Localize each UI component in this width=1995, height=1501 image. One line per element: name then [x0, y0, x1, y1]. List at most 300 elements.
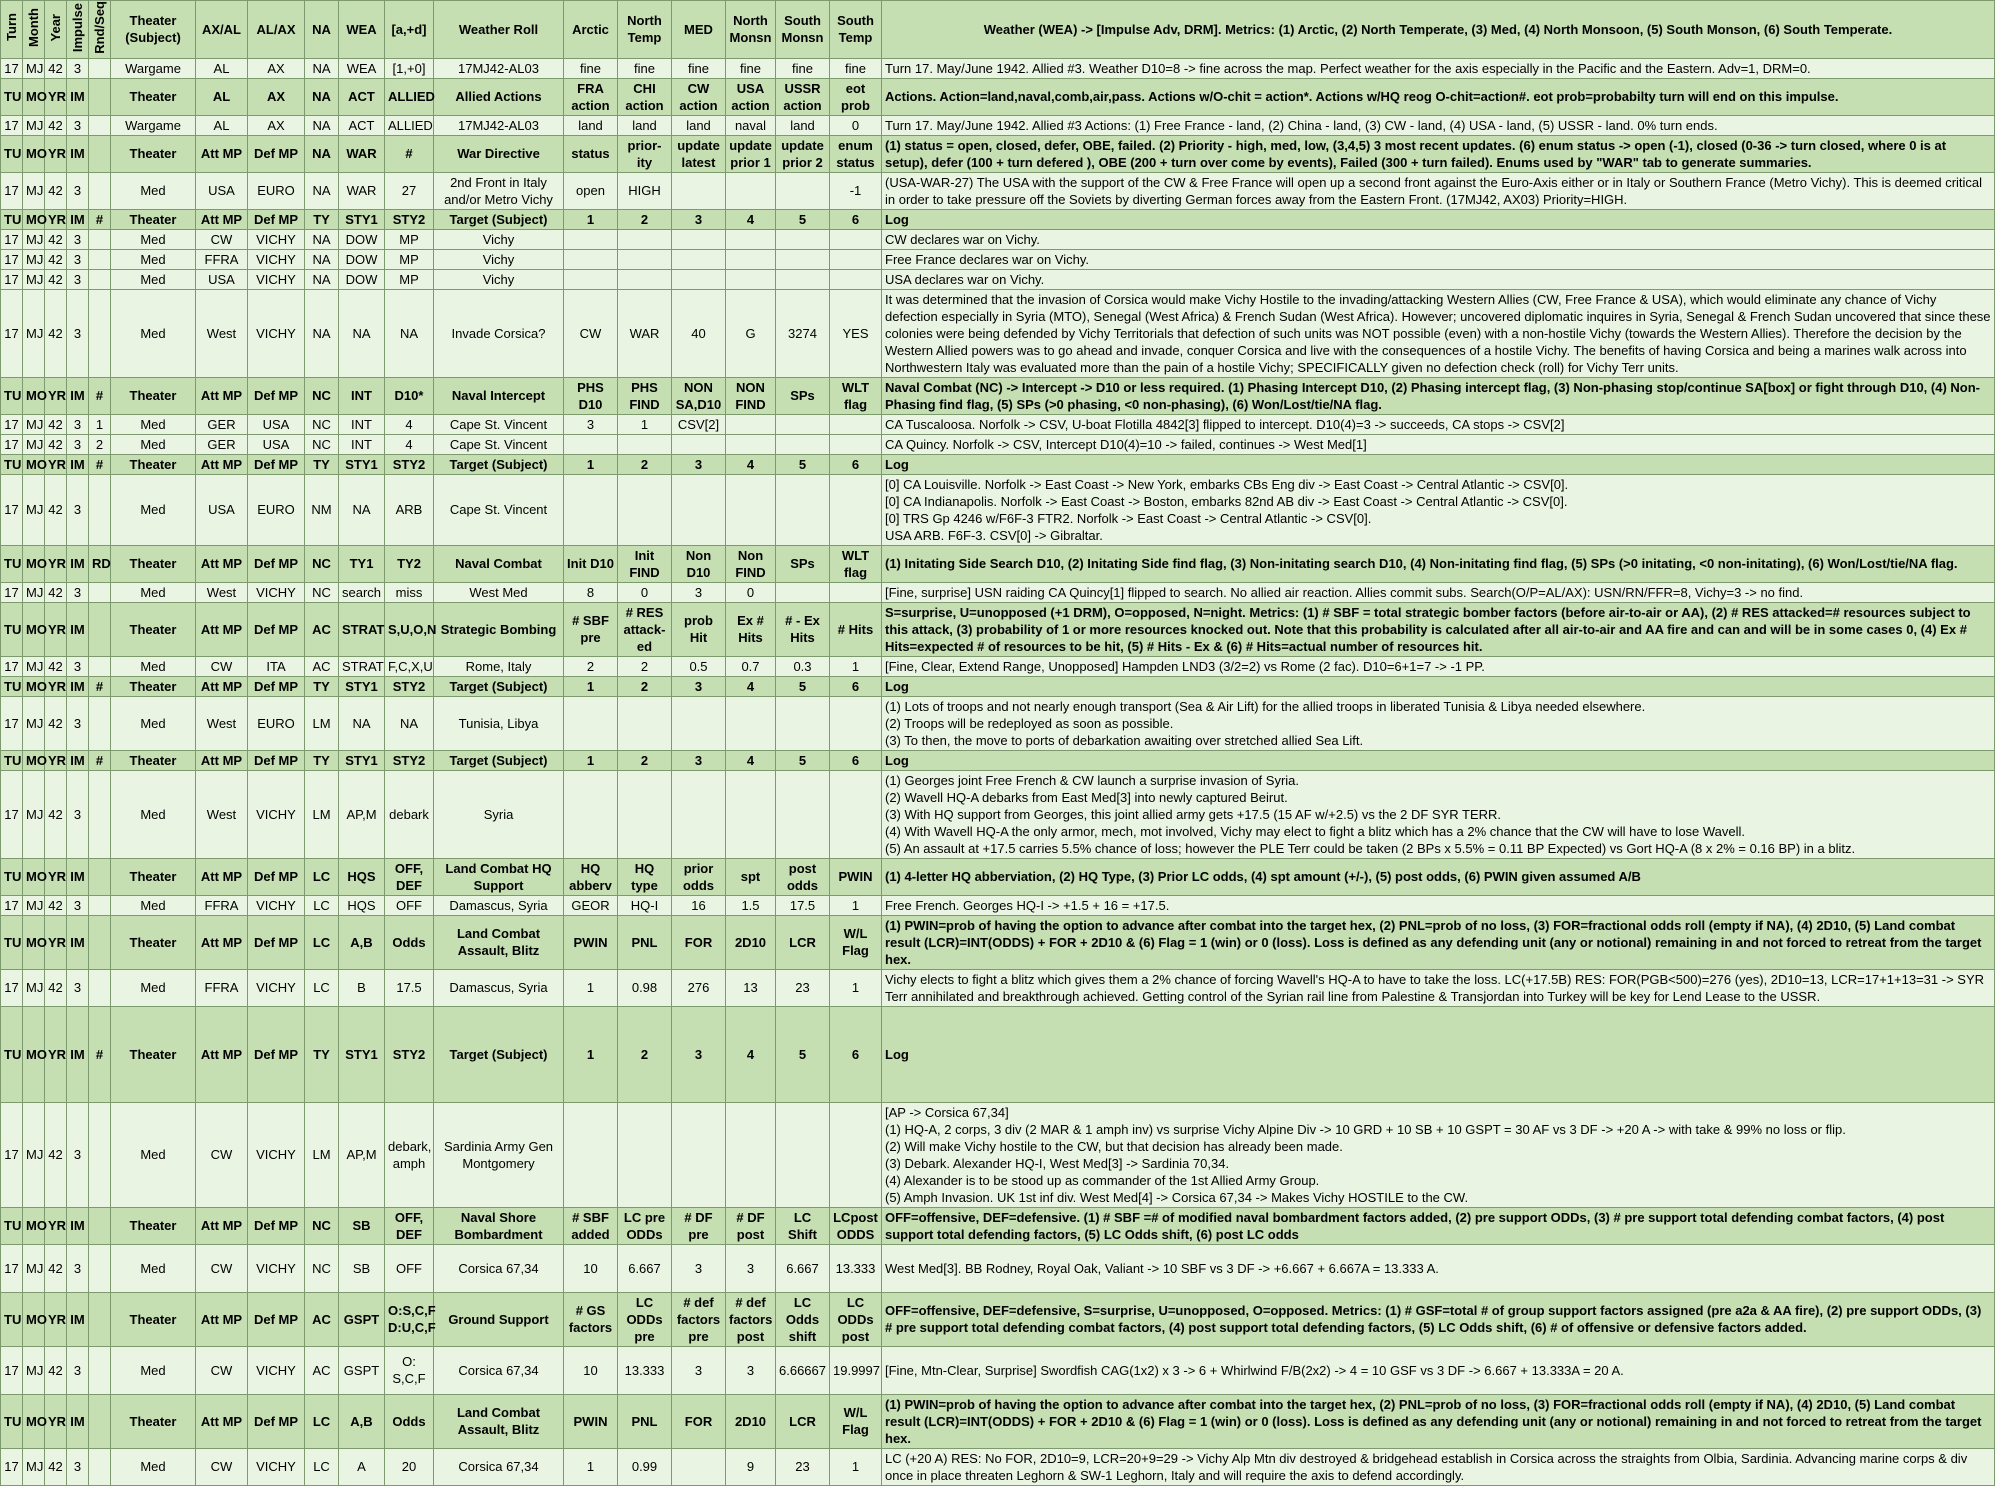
cell[interactable]: Att MP — [196, 135, 248, 172]
cell[interactable]: ACT — [339, 78, 385, 115]
cell[interactable]: # def factors post — [726, 1292, 776, 1346]
cell[interactable]: 3 — [67, 249, 89, 269]
cell[interactable]: 23 — [776, 1448, 830, 1485]
cell[interactable]: West — [196, 582, 248, 602]
cell[interactable]: 16 — [672, 895, 726, 915]
cell[interactable]: Target (Subject) — [434, 750, 564, 770]
cell[interactable] — [830, 269, 882, 289]
cell[interactable]: IM — [67, 454, 89, 474]
cell[interactable]: 5 — [776, 676, 830, 696]
cell[interactable]: Med — [111, 582, 196, 602]
cell[interactable]: CW — [196, 1102, 248, 1207]
cell[interactable]: 3 — [67, 474, 89, 545]
cell[interactable]: 0.99 — [618, 1448, 672, 1485]
cell[interactable]: TY1 — [339, 545, 385, 582]
cell[interactable]: naval — [726, 115, 776, 135]
cell[interactable]: 2 — [564, 656, 618, 676]
cell[interactable] — [89, 289, 111, 377]
cell[interactable]: MP — [385, 269, 434, 289]
cell[interactable] — [89, 1207, 111, 1244]
cell[interactable] — [726, 434, 776, 454]
cell[interactable]: 4 — [726, 750, 776, 770]
cell[interactable]: Damascus, Syria — [434, 969, 564, 1006]
cell[interactable]: Def MP — [248, 377, 305, 414]
col-arctic-header[interactable]: Arctic — [564, 1, 618, 59]
cell[interactable]: NA — [305, 269, 339, 289]
cell[interactable]: Syria — [434, 770, 564, 858]
log-cell[interactable]: LC (+20 A) RES: No FOR, 2D10=9, LCR=20+9=29 -> Vichy Alp Mtn div destroyed & bridgehead establish in Corsica across the straights from Olbia, Sardinia. Advancing marine corps & div once in place threaten Leghorn & SW-1 Leghorn, Italy and will require the axis to defend accordingly. — [882, 1448, 1995, 1485]
cell[interactable]: EURO — [248, 172, 305, 209]
cell[interactable]: Att MP — [196, 1207, 248, 1244]
cell[interactable]: INT — [339, 377, 385, 414]
cell[interactable]: B — [339, 969, 385, 1006]
cell[interactable]: FFRA — [196, 895, 248, 915]
cell[interactable]: YR — [45, 1207, 67, 1244]
cell[interactable]: W/L Flag — [830, 1394, 882, 1448]
cell[interactable]: 19.9997 — [830, 1346, 882, 1394]
cell[interactable]: NC — [305, 1207, 339, 1244]
cell[interactable]: Def MP — [248, 1394, 305, 1448]
cell[interactable]: HQ abberv — [564, 858, 618, 895]
cell[interactable] — [830, 249, 882, 269]
cell[interactable]: West — [196, 696, 248, 750]
cell[interactable]: MJ — [23, 474, 45, 545]
cell[interactable] — [89, 969, 111, 1006]
cell[interactable]: YES — [830, 289, 882, 377]
cell[interactable]: 3 — [67, 582, 89, 602]
cell[interactable]: IM — [67, 135, 89, 172]
cell[interactable]: Allied Actions — [434, 78, 564, 115]
cell[interactable]: # — [89, 750, 111, 770]
cell[interactable]: 1 — [564, 676, 618, 696]
cell[interactable]: 17 — [1, 58, 23, 78]
cell[interactable]: 2nd Front in Italy and/or Metro Vichy — [434, 172, 564, 209]
cell[interactable]: MO — [23, 545, 45, 582]
cell[interactable]: 42 — [45, 414, 67, 434]
cell[interactable]: TU — [1, 1207, 23, 1244]
cell[interactable]: # RES attack-ed — [618, 602, 672, 656]
cell[interactable]: O: S,C,F — [385, 1346, 434, 1394]
cell[interactable]: Theater — [111, 602, 196, 656]
cell[interactable]: MO — [23, 602, 45, 656]
cell[interactable]: D10* — [385, 377, 434, 414]
cell[interactable]: 1 — [564, 209, 618, 229]
cell[interactable] — [776, 269, 830, 289]
cell[interactable]: update prior 2 — [776, 135, 830, 172]
cell[interactable]: Def MP — [248, 858, 305, 895]
cell[interactable]: WLT flag — [830, 377, 882, 414]
cell[interactable] — [830, 770, 882, 858]
col-log-header[interactable]: Weather (WEA) -> [Impulse Adv, DRM]. Metrics: (1) Arctic, (2) North Temperate, (3) Med, (4) North Monsoon, (5) South Monson, (6) South Temperate. — [882, 1, 1995, 59]
cell[interactable]: LC ODDs pre — [618, 1292, 672, 1346]
cell[interactable]: 2 — [618, 454, 672, 474]
cell[interactable]: 3 — [67, 969, 89, 1006]
cell[interactable]: Theater — [111, 1207, 196, 1244]
cell[interactable]: 3 — [672, 676, 726, 696]
log-cell[interactable]: Turn 17. May/June 1942. Allied #3. Weather D10=8 -> fine across the map. Perfect weather for the axis especially in the Pacific and the Eastern. Adv=1, DRM=0. — [882, 58, 1995, 78]
cell[interactable]: Theater — [111, 209, 196, 229]
cell[interactable]: USA — [196, 172, 248, 209]
cell[interactable] — [830, 434, 882, 454]
cell[interactable]: Theater — [111, 545, 196, 582]
cell[interactable]: 13.333 — [830, 1244, 882, 1292]
log-cell[interactable]: (USA-WAR-27) The USA with the support of the CW & Free France will open up a second front against the Euro-Axis either or in Italy or Southern France (Metro Vichy). This is deemed critical in order to take pressure off the Soviets by diverting German forces away from the Eastern Front. (17MJ42, AX03) Priority=HIGH. — [882, 172, 1995, 209]
cell[interactable] — [89, 602, 111, 656]
cell[interactable]: 1 — [830, 969, 882, 1006]
cell[interactable]: 3 — [726, 1346, 776, 1394]
cell[interactable]: A,B — [339, 1394, 385, 1448]
cell[interactable]: STY2 — [385, 750, 434, 770]
log-cell[interactable]: (1) PWIN=prob of having the option to advance after combat into the target hex, (2) PNL=prob of no loss, (3) FOR=fractional odds roll (empty if NA), (4) 2D10, (5) Land combat result (LCR)=INT(ODDS) + FOR + 2D10 & (6) Flag = 1 (win) or 0 (loss). Loss is defined as any defending unit (any or notional) remaining in and not forced to retreat from the target hex. — [882, 1394, 1995, 1448]
cell[interactable] — [89, 229, 111, 249]
cell[interactable] — [89, 474, 111, 545]
cell[interactable]: OFF — [385, 1244, 434, 1292]
cell[interactable]: AP,M — [339, 1102, 385, 1207]
cell[interactable]: CW — [196, 1448, 248, 1485]
cell[interactable]: SPs — [776, 545, 830, 582]
cell[interactable] — [564, 770, 618, 858]
cell[interactable]: Med — [111, 1346, 196, 1394]
cell[interactable]: 17 — [1, 269, 23, 289]
cell[interactable]: TU — [1, 454, 23, 474]
cell[interactable]: fine — [830, 58, 882, 78]
cell[interactable]: Theater — [111, 858, 196, 895]
cell[interactable]: NA — [305, 249, 339, 269]
cell[interactable]: NON FIND — [726, 377, 776, 414]
cell[interactable]: TU — [1, 377, 23, 414]
cell[interactable]: FFRA — [196, 249, 248, 269]
cell[interactable]: GSPT — [339, 1346, 385, 1394]
cell[interactable] — [564, 249, 618, 269]
cell[interactable]: USA — [248, 434, 305, 454]
cell[interactable]: CHI action — [618, 78, 672, 115]
cell[interactable]: STY1 — [339, 209, 385, 229]
cell[interactable]: VICHY — [248, 1448, 305, 1485]
cell[interactable]: LCpost ODDS — [830, 1207, 882, 1244]
log-cell[interactable]: S=surprise, U=unopposed (+1 DRM), O=opposed, N=night. Metrics: (1) # SBF = total strategic bomber factors (before air-to-air or AA), (2) # RES attacked=# resources subject to this attack, (3) probability of 1 or more resources knocked out. Note that this probability is calculated after all air-to-air and AA fire and can and will be in some cases 0, (4) Ex # Hits=expected # of resources to be hit, (5) # Hits - Ex & (6) # Hits=actual number of resources hit. — [882, 602, 1995, 656]
cell[interactable]: Def MP — [248, 135, 305, 172]
cell[interactable] — [618, 474, 672, 545]
cell[interactable]: USA — [248, 414, 305, 434]
cell[interactable]: NC — [305, 1244, 339, 1292]
cell[interactable]: WAR — [618, 289, 672, 377]
cell[interactable]: 42 — [45, 289, 67, 377]
cell[interactable]: 42 — [45, 1448, 67, 1485]
cell[interactable]: 3 — [672, 454, 726, 474]
cell[interactable]: IM — [67, 78, 89, 115]
cell[interactable]: 3 — [67, 58, 89, 78]
cell[interactable]: MO — [23, 915, 45, 969]
cell[interactable]: 42 — [45, 1102, 67, 1207]
log-cell[interactable]: OFF=offensive, DEF=defensive, S=surprise, U=unopposed, O=opposed. Metrics: (1) # GSF=total # of group support factors assigned (pre a2a & AA fire), (2) pre support ODDs, (3) # pre support total defending combat factors, (4) post support total defending factors, (5) LC Odds shift, (6) # of offensive or defensive factors added. — [882, 1292, 1995, 1346]
cell[interactable]: VICHY — [248, 770, 305, 858]
cell[interactable]: MO — [23, 1292, 45, 1346]
cell[interactable] — [618, 229, 672, 249]
cell[interactable]: MP — [385, 229, 434, 249]
cell[interactable]: PWIN — [564, 1394, 618, 1448]
cell[interactable]: Tunisia, Libya — [434, 696, 564, 750]
cell[interactable]: TY — [305, 1006, 339, 1102]
col-theater-header[interactable]: Theater (Subject) — [111, 1, 196, 59]
cell[interactable] — [776, 1102, 830, 1207]
cell[interactable] — [89, 269, 111, 289]
cell[interactable]: IM — [67, 750, 89, 770]
cell[interactable]: Vichy — [434, 269, 564, 289]
cell[interactable]: LM — [305, 1102, 339, 1207]
cell[interactable]: Att MP — [196, 858, 248, 895]
cell[interactable]: 3 — [672, 1244, 726, 1292]
cell[interactable]: NC — [305, 434, 339, 454]
cell[interactable]: INT — [339, 414, 385, 434]
cell[interactable]: MO — [23, 676, 45, 696]
cell[interactable] — [89, 1346, 111, 1394]
cell[interactable]: MO — [23, 78, 45, 115]
cell[interactable]: Vichy — [434, 249, 564, 269]
cell[interactable]: 0.7 — [726, 656, 776, 676]
cell[interactable]: Vichy — [434, 229, 564, 249]
cell[interactable]: West Med — [434, 582, 564, 602]
cell[interactable]: VICHY — [248, 969, 305, 1006]
cell[interactable]: Med — [111, 1448, 196, 1485]
cell[interactable]: TU — [1, 135, 23, 172]
cell[interactable]: LC Shift — [776, 1207, 830, 1244]
cell[interactable]: 42 — [45, 1244, 67, 1292]
cell[interactable]: 2 — [618, 750, 672, 770]
cell[interactable]: PNL — [618, 1394, 672, 1448]
cell[interactable]: 4 — [385, 414, 434, 434]
cell[interactable] — [618, 269, 672, 289]
cell[interactable]: WEA — [339, 58, 385, 78]
cell[interactable]: INT — [339, 434, 385, 454]
cell[interactable] — [89, 78, 111, 115]
cell[interactable]: TU — [1, 1394, 23, 1448]
cell[interactable]: MJ — [23, 229, 45, 249]
cell[interactable]: fine — [726, 58, 776, 78]
cell[interactable] — [672, 770, 726, 858]
cell[interactable]: 6 — [830, 676, 882, 696]
cell[interactable]: NA — [305, 58, 339, 78]
cell[interactable] — [89, 895, 111, 915]
cell[interactable]: OFF, DEF — [385, 1207, 434, 1244]
cell[interactable]: debark, amph — [385, 1102, 434, 1207]
cell[interactable]: fine — [618, 58, 672, 78]
cell[interactable]: update latest — [672, 135, 726, 172]
cell[interactable]: IM — [67, 1207, 89, 1244]
cell[interactable]: MJ — [23, 269, 45, 289]
cell[interactable]: 2D10 — [726, 1394, 776, 1448]
cell[interactable] — [776, 414, 830, 434]
cell[interactable]: VICHY — [248, 229, 305, 249]
cell[interactable]: 276 — [672, 969, 726, 1006]
cell[interactable]: 42 — [45, 474, 67, 545]
cell[interactable]: 42 — [45, 696, 67, 750]
cell[interactable]: 3 — [67, 115, 89, 135]
log-cell[interactable]: [AP -> Corsica 67,34] (1) HQ-A, 2 corps, 3 div (2 MAR & 1 amph inv) vs surprise Vichy Alpine Div -> 10 GRD + 10 SB + 10 GSPT = 30 AF vs 3 DF -> +20 A -> with take & 99% no loss or flip. (2) Will make Vichy hostile to the CW, but that decision has already been made. (3) Debark. Alexander HQ-I, West Med[3] -> Sardinia 70,34. (4) Alexander is to be stood up as commander of the 1st Allied Army Group. (5) Amph Invasion. UK 1st inf div. West Med[4] -> Corsica 67,34 -> Makes Vichy HOSTILE to the CW. — [882, 1102, 1995, 1207]
cell[interactable]: LC pre ODDs — [618, 1207, 672, 1244]
cell[interactable]: prob Hit — [672, 602, 726, 656]
cell[interactable]: 1 — [830, 895, 882, 915]
cell[interactable]: Theater — [111, 1394, 196, 1448]
cell[interactable] — [830, 229, 882, 249]
cell[interactable]: MO — [23, 135, 45, 172]
cell[interactable]: NA — [305, 115, 339, 135]
cell[interactable] — [776, 582, 830, 602]
cell[interactable]: AL — [196, 78, 248, 115]
cell[interactable]: 17 — [1, 229, 23, 249]
log-cell[interactable]: Log — [882, 750, 1995, 770]
cell[interactable]: MP — [385, 249, 434, 269]
log-cell[interactable]: [Fine, Clear, Extend Range, Unopposed] Hampden LND3 (3/2=2) vs Rome (2 fac). D10=6+1=7 -> -1 PP. — [882, 656, 1995, 676]
cell[interactable]: STY2 — [385, 209, 434, 229]
cell[interactable]: TU — [1, 545, 23, 582]
cell[interactable]: 17 — [1, 289, 23, 377]
cell[interactable] — [89, 1292, 111, 1346]
cell[interactable]: YR — [45, 1006, 67, 1102]
cell[interactable]: Non D10 — [672, 545, 726, 582]
cell[interactable]: 42 — [45, 172, 67, 209]
cell[interactable]: AL — [196, 58, 248, 78]
cell[interactable]: 42 — [45, 269, 67, 289]
cell[interactable]: Damascus, Syria — [434, 895, 564, 915]
cell[interactable]: Med — [111, 895, 196, 915]
cell[interactable]: Def MP — [248, 915, 305, 969]
col-ad-header[interactable]: [a,+d] — [385, 1, 434, 59]
cell[interactable]: 17 — [1, 656, 23, 676]
cell[interactable]: FRA action — [564, 78, 618, 115]
cell[interactable]: fine — [564, 58, 618, 78]
cell[interactable]: Med — [111, 229, 196, 249]
col-year-header[interactable] — [45, 1, 67, 59]
cell[interactable]: YR — [45, 377, 67, 414]
cell[interactable]: ALLIED — [385, 78, 434, 115]
cell[interactable]: VICHY — [248, 1102, 305, 1207]
cell[interactable]: Att MP — [196, 1292, 248, 1346]
cell[interactable]: post odds — [776, 858, 830, 895]
cell[interactable]: Init D10 — [564, 545, 618, 582]
cell[interactable]: 17 — [1, 1102, 23, 1207]
cell[interactable]: NON SA,D10 — [672, 377, 726, 414]
cell[interactable]: STRAT — [339, 602, 385, 656]
cell[interactable] — [672, 434, 726, 454]
cell[interactable]: IM — [67, 915, 89, 969]
cell[interactable]: eot prob — [830, 78, 882, 115]
cell[interactable]: Att MP — [196, 377, 248, 414]
cell[interactable]: IM — [67, 209, 89, 229]
cell[interactable]: 3 — [672, 750, 726, 770]
cell[interactable] — [726, 1102, 776, 1207]
cell[interactable]: 17.5 — [385, 969, 434, 1006]
log-cell[interactable]: Naval Combat (NC) -> Intercept -> D10 or less required. (1) Phasing Intercept D10, (2) Phasing intercept flag, (3) Non-phasing stop/continue SA[box] or fight through D10, (4) Non-Phasing find flag, (5) SPs (>0 phasing, <0 non-phasing), (6) Won/Lost/tie/NA flag. — [882, 377, 1995, 414]
cell[interactable] — [564, 434, 618, 454]
cell[interactable]: TU — [1, 78, 23, 115]
cell[interactable]: LC — [305, 895, 339, 915]
cell[interactable]: A,B — [339, 915, 385, 969]
cell[interactable]: 6 — [830, 209, 882, 229]
cell[interactable]: STY2 — [385, 454, 434, 474]
cell[interactable]: Def MP — [248, 545, 305, 582]
cell[interactable]: NA — [305, 135, 339, 172]
cell[interactable]: CW — [196, 656, 248, 676]
cell[interactable]: 6.66667 — [776, 1346, 830, 1394]
cell[interactable]: STY1 — [339, 454, 385, 474]
cell[interactable]: West — [196, 770, 248, 858]
cell[interactable]: STY1 — [339, 1006, 385, 1102]
cell[interactable]: Sardinia Army Gen Montgomery — [434, 1102, 564, 1207]
cell[interactable]: 17 — [1, 1448, 23, 1485]
log-cell[interactable]: Log — [882, 676, 1995, 696]
log-cell[interactable]: CW declares war on Vichy. — [882, 229, 1995, 249]
cell[interactable]: NA — [339, 289, 385, 377]
cell[interactable]: # — [89, 209, 111, 229]
cell[interactable]: MJ — [23, 289, 45, 377]
cell[interactable] — [89, 58, 111, 78]
cell[interactable]: MO — [23, 1006, 45, 1102]
cell[interactable]: 3 — [67, 269, 89, 289]
cell[interactable]: fine — [776, 58, 830, 78]
cell[interactable]: RD — [89, 545, 111, 582]
cell[interactable]: YR — [45, 1394, 67, 1448]
cell[interactable]: NC — [305, 545, 339, 582]
cell[interactable]: MJ — [23, 582, 45, 602]
cell[interactable]: NA — [305, 78, 339, 115]
cell[interactable]: TU — [1, 915, 23, 969]
cell[interactable]: MJ — [23, 58, 45, 78]
cell[interactable] — [830, 414, 882, 434]
cell[interactable]: HQ-I — [618, 895, 672, 915]
cell[interactable]: FOR — [672, 915, 726, 969]
cell[interactable] — [89, 1394, 111, 1448]
cell[interactable]: HQS — [339, 895, 385, 915]
cell[interactable]: STY1 — [339, 676, 385, 696]
cell[interactable]: TY — [305, 750, 339, 770]
cell[interactable]: # — [89, 676, 111, 696]
cell[interactable]: 2 — [618, 676, 672, 696]
cell[interactable]: Corsica 67,34 — [434, 1244, 564, 1292]
cell[interactable]: NA — [305, 229, 339, 249]
cell[interactable]: LC Odds shift — [776, 1292, 830, 1346]
cell[interactable]: fine — [672, 58, 726, 78]
cell[interactable]: STRAT — [339, 656, 385, 676]
cell[interactable]: Target (Subject) — [434, 209, 564, 229]
cell[interactable]: VICHY — [248, 269, 305, 289]
cell[interactable]: 3 — [67, 770, 89, 858]
cell[interactable]: 4 — [726, 676, 776, 696]
cell[interactable]: Def MP — [248, 1006, 305, 1102]
cell[interactable]: NA — [339, 474, 385, 545]
log-cell[interactable]: Free French. Georges HQ-I -> +1.5 + 16 = +17.5. — [882, 895, 1995, 915]
cell[interactable]: 3 — [67, 895, 89, 915]
log-cell[interactable]: (1) Lots of troops and not nearly enough transport (Sea & Air Lift) for the allied troops in liberated Tunisia & Libya needed elsewhere. (2) Troops will be redeployed as soon as possible. (3) To then, the move to ports of debarkation awaiting over stretched allied Sea Lift. — [882, 696, 1995, 750]
cell[interactable]: CSV[2] — [672, 414, 726, 434]
cell[interactable]: # def factors pre — [672, 1292, 726, 1346]
cell[interactable]: TU — [1, 602, 23, 656]
cell[interactable]: MO — [23, 209, 45, 229]
cell[interactable]: 5 — [776, 750, 830, 770]
log-cell[interactable]: Log — [882, 1006, 1995, 1102]
cell[interactable]: TU — [1, 676, 23, 696]
cell[interactable]: land — [564, 115, 618, 135]
cell[interactable]: AC — [305, 1346, 339, 1394]
log-cell[interactable]: Actions. Action=land,naval,comb,air,pass. Actions w/O-chit = action*. Actions w/HQ reog O-chit=action#. eot prob=probabilty turn will end on this impulse. — [882, 78, 1995, 115]
cell[interactable]: EURO — [248, 696, 305, 750]
cell[interactable]: Init FIND — [618, 545, 672, 582]
cell[interactable]: 42 — [45, 1346, 67, 1394]
cell[interactable]: Att MP — [196, 915, 248, 969]
cell[interactable]: MO — [23, 1394, 45, 1448]
cell[interactable]: DOW — [339, 229, 385, 249]
cell[interactable] — [672, 1448, 726, 1485]
col-wea-header[interactable]: WEA — [339, 1, 385, 59]
